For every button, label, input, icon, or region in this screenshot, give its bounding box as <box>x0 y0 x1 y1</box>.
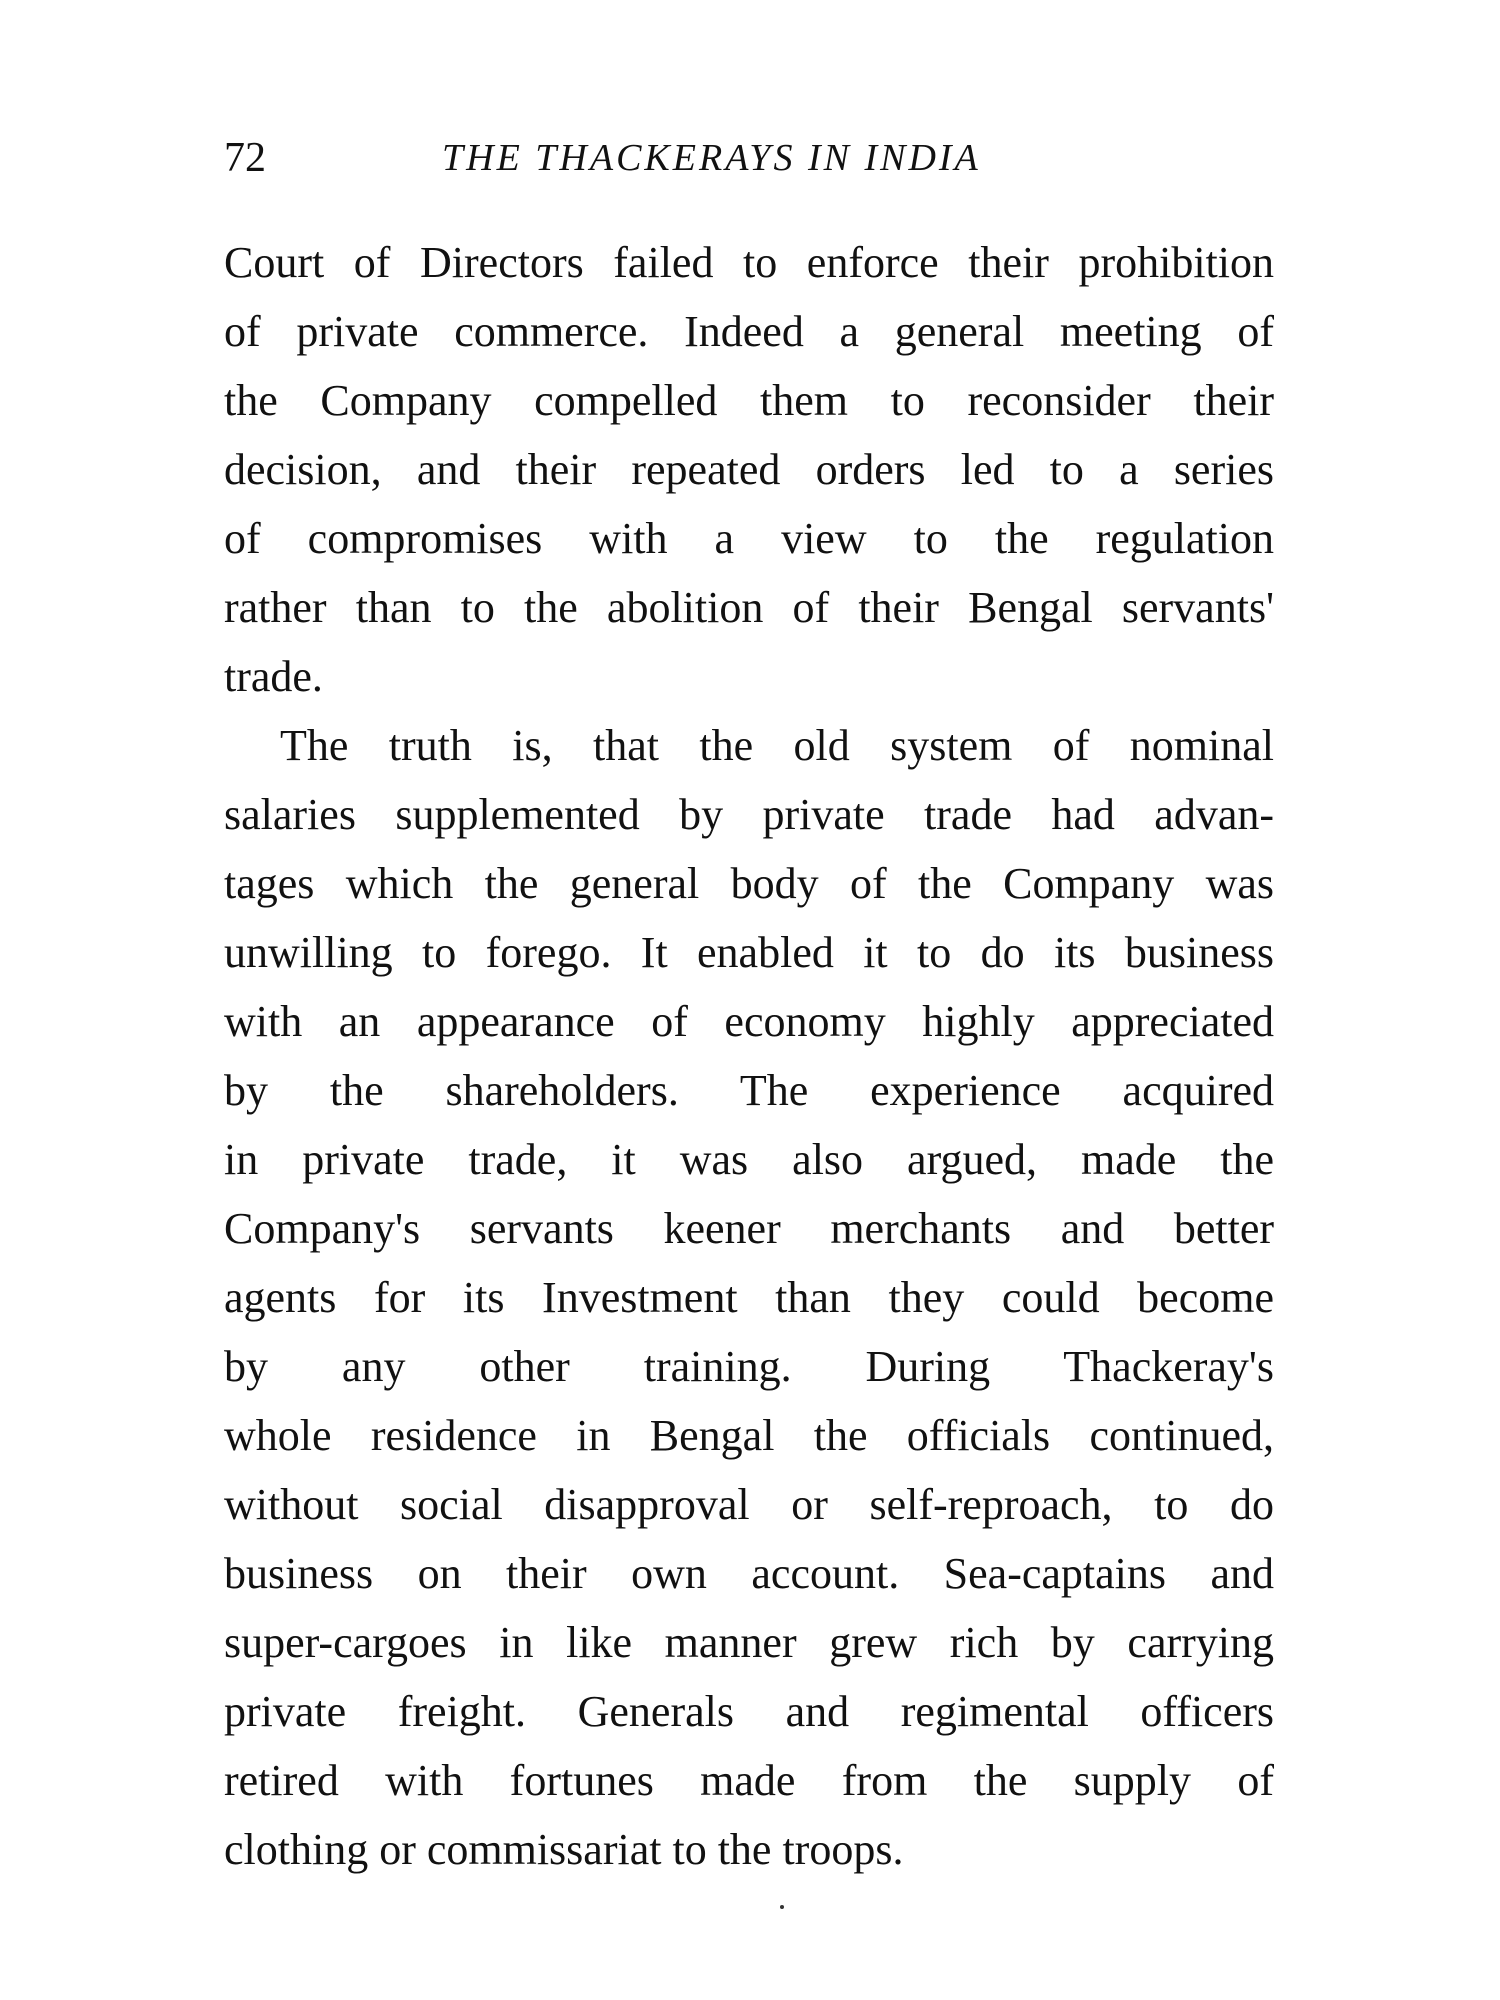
text-line: rather than to the abolition of their Bengal servants' <box>224 583 1274 632</box>
text-line: trade. <box>224 652 323 701</box>
text-line: super-cargoes in like manner grew rich by carrying <box>224 1618 1274 1667</box>
text-line: whole residence in Bengal the officials continued, <box>224 1411 1274 1460</box>
paragraph-2 <box>224 711 1274 1884</box>
text-line: with an appearance of economy highly appreciated <box>224 997 1274 1046</box>
text-line: of private commerce. Indeed a general meeting of <box>224 307 1274 356</box>
text-line: business on their own account. Sea-captains and <box>224 1549 1274 1598</box>
text-line: tages which the general body of the Company was <box>224 859 1274 908</box>
running-head <box>224 128 1284 188</box>
text-line: agents for its Investment than they could become <box>224 1273 1274 1322</box>
text-line: in private trade, it was also argued, made the <box>224 1135 1274 1184</box>
text-line: without social disapproval or self-reproach, to do <box>224 1480 1274 1529</box>
print-speck <box>780 1905 784 1909</box>
running-title: THE THACKERAYS IN INDIA <box>442 137 981 179</box>
text-line: private freight. Generals and regimental officers <box>224 1687 1274 1736</box>
text-line: retired with fortunes made from the supply of <box>224 1756 1274 1805</box>
text-line: decision, and their repeated orders led to a series <box>224 445 1274 494</box>
text-line: salaries supplemented by private trade had advan- <box>224 790 1274 839</box>
text-line: by any other training. During Thackeray's <box>224 1342 1274 1391</box>
text-line: The truth is, that the old system of nominal <box>280 721 1274 770</box>
text-line: by the shareholders. The experience acquired <box>224 1066 1274 1115</box>
text-line: of compromises with a view to the regulation <box>224 514 1274 563</box>
text-line: Court of Directors failed to enforce their prohibition <box>224 238 1274 287</box>
page-number: 72 <box>224 135 266 181</box>
text-line: clothing or commissariat to the troops. <box>224 1825 904 1874</box>
paragraph-1 <box>224 228 1274 711</box>
text-line: Company's servants keener merchants and better <box>224 1204 1274 1253</box>
text-line: the Company compelled them to reconsider their <box>224 376 1274 425</box>
text-line: unwilling to forego. It enabled it to do its business <box>224 928 1274 977</box>
body-text <box>224 228 1274 1884</box>
